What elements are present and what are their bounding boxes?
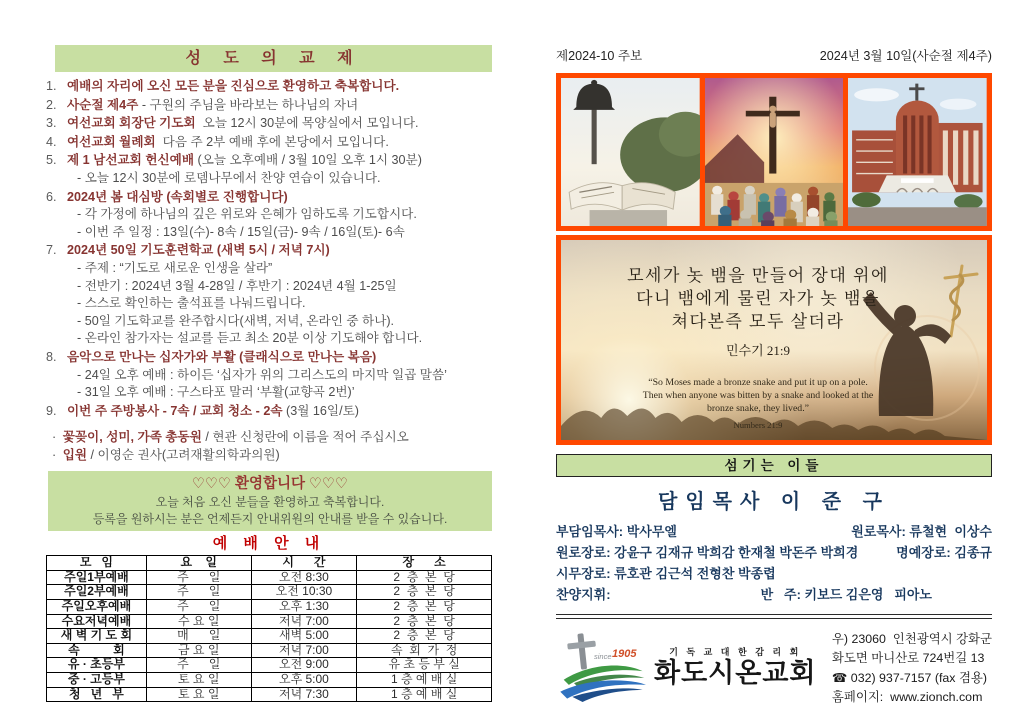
bulletin-issue-number: 제2024-10 주보 bbox=[556, 49, 643, 63]
worship-row bbox=[47, 658, 492, 673]
photo-crucifixion-painting bbox=[705, 78, 844, 226]
worship-cell: 속 회 가 정 bbox=[357, 643, 492, 658]
verse-en-line1: “So Moses made a bronze snake and put it up on a pole. bbox=[648, 377, 868, 388]
item-subline: - 50일 기도학교를 완주합시다(새벽, 저녁, 온라인 중 하나). bbox=[77, 313, 395, 328]
church-footer bbox=[556, 630, 992, 708]
item-headline bbox=[67, 115, 492, 133]
verse-kr-line2: 다니 뱀에게 물린 자가 놋 뱀을 bbox=[636, 289, 880, 308]
worship-cell: 오전 9:00 bbox=[251, 658, 357, 673]
worship-cell: 토 요 일 bbox=[146, 673, 251, 688]
item-headline bbox=[67, 134, 492, 152]
denomination-label: 기 독 교 대 한 감 리 회 bbox=[669, 646, 802, 657]
worship-cell: 1 층 예 배 실 bbox=[357, 673, 492, 688]
servant-roles bbox=[556, 521, 992, 605]
worship-cell: 수요저녁예배 bbox=[47, 614, 147, 629]
worship-row bbox=[47, 570, 492, 585]
role-left: 원로장로: 강윤구 김재규 박희감 한재철 박돈주 박희경 bbox=[556, 545, 859, 560]
worship-cell: 저녁 7:30 bbox=[251, 687, 357, 702]
worship-row bbox=[47, 614, 492, 629]
item-number: 3. bbox=[46, 116, 57, 131]
worship-cell: 오후 5:00 bbox=[251, 673, 357, 688]
role-left: 부담임목사: 박사무엘 bbox=[556, 524, 677, 539]
worship-cell: 유 초 등 부 실 bbox=[357, 658, 492, 673]
divider-double-rule bbox=[556, 614, 992, 619]
servant-role-row bbox=[556, 563, 992, 584]
church-logo bbox=[556, 630, 817, 702]
item-number: 6. bbox=[46, 189, 57, 204]
welcome-line-2: 등록을 원하시는 분은 언제든지 안내위원의 안내를 받을 수 있습니다. bbox=[92, 511, 448, 526]
worship-cell: 매 일 bbox=[146, 629, 251, 644]
worship-cell: 새 벽 기 도 회 bbox=[47, 629, 147, 644]
servant-role-row bbox=[556, 542, 992, 563]
church-address bbox=[832, 630, 992, 708]
bullet-marker: · bbox=[52, 430, 60, 445]
church-building-image bbox=[848, 78, 987, 226]
item-text bbox=[67, 189, 492, 242]
worship-guide-title: 예 배 안 내 bbox=[212, 535, 326, 553]
welcome-title: ♡♡♡ 환영합니다 ♡♡♡ bbox=[191, 476, 349, 493]
worship-cell: 2 층 본 당 bbox=[357, 600, 492, 615]
item-bold: 사순절 제4주 bbox=[67, 97, 139, 112]
worship-row bbox=[47, 687, 492, 702]
item-subline: - 오늘 12시 30분에 로뎀나무에서 찬양 연습이 있습니다. bbox=[77, 170, 381, 185]
logo-text bbox=[654, 645, 817, 688]
worship-cell: 오전 10:30 bbox=[251, 585, 357, 600]
item-subline: - 각 가정에 하나님의 깊은 위로와 은혜가 임하도록 기도합시다. bbox=[77, 207, 417, 222]
servant-role-row bbox=[556, 521, 992, 542]
item-rest: (3월 16일/토) bbox=[282, 403, 359, 418]
role-right: 반 주: 키보드 김은영 피아노 bbox=[760, 587, 932, 602]
item-bold: 2024년 봄 대심방 (속회별로 진행합니다) bbox=[67, 189, 288, 204]
worship-cell: 2 층 본 당 bbox=[357, 614, 492, 629]
item-rest: 오늘 12시 30분에 목양실에서 모입니다. bbox=[195, 116, 419, 131]
item-number: 9. bbox=[46, 403, 57, 418]
verse-en bbox=[575, 376, 941, 415]
worship-cell: 새벽 5:00 bbox=[251, 629, 357, 644]
item-number: 8. bbox=[46, 349, 57, 364]
item-number: 2. bbox=[46, 97, 57, 112]
item-text bbox=[67, 242, 492, 348]
announcement-item bbox=[46, 134, 492, 152]
address-line-4[interactable]: 홈페이지: www.zionch.com bbox=[831, 690, 983, 705]
photo-strip bbox=[556, 73, 992, 231]
worship-cell: 오후 1:30 bbox=[251, 600, 357, 615]
worship-header-cell: 요 일 bbox=[146, 556, 251, 571]
item-number: 7. bbox=[46, 243, 57, 258]
address-line-1: 우) 23060 인천광역시 강화군 bbox=[831, 632, 992, 646]
role-left: 찬양지휘: bbox=[556, 587, 611, 602]
verse-text bbox=[561, 240, 987, 430]
verse-kr-line3: 쳐다본즉 모두 살더라 bbox=[671, 312, 845, 331]
worship-header-cell: 장 소 bbox=[357, 556, 492, 571]
item-bold: 이번 주 주방봉사 - 7속 / 교회 청소 - 2속 bbox=[67, 403, 283, 418]
item-bold: 여선교회 월례회 bbox=[67, 134, 156, 149]
announcement-item bbox=[46, 78, 492, 96]
worship-table bbox=[46, 555, 492, 702]
worship-cell: 주일1부예배 bbox=[47, 570, 147, 585]
worship-cell: 저녁 7:00 bbox=[251, 643, 357, 658]
worship-row bbox=[47, 629, 492, 644]
senior-pastor: 담임목사 이 준 구 bbox=[658, 491, 890, 513]
worship-cell: 주 일 bbox=[146, 658, 251, 673]
bullet-rest: / 이영순 권사(고려재활의학과의원) bbox=[87, 448, 280, 463]
page-left bbox=[46, 45, 492, 702]
item-number: 1. bbox=[46, 79, 57, 93]
bullet-bold: 입원 bbox=[62, 448, 88, 463]
servants-section-title: 섬기는 이들 bbox=[556, 454, 992, 477]
worship-cell: 저녁 7:00 bbox=[251, 614, 357, 629]
bullet-item bbox=[46, 446, 492, 464]
item-rest: (오늘 오후예배 / 3월 10일 오후 1시 30분) bbox=[194, 153, 422, 168]
worship-header-cell: 모 임 bbox=[47, 556, 147, 571]
item-bold: 2024년 50일 기도훈련학교 (새벽 5시 / 저녁 7시) bbox=[67, 243, 330, 258]
item-headline bbox=[67, 242, 492, 260]
bullet-marker: · bbox=[52, 448, 60, 463]
worship-cell: 주 일 bbox=[146, 570, 251, 585]
worship-cell: 주일오후예배 bbox=[47, 600, 147, 615]
item-subline: - 31일 오후 예배 : 구스타포 말러 ‘부활(교향곡 2번)’ bbox=[77, 385, 355, 400]
bullet-rest: / 현관 신청란에 이름을 적어 주십시오 bbox=[201, 430, 409, 445]
page-right bbox=[556, 45, 992, 708]
worship-row bbox=[47, 600, 492, 615]
item-rest: - 구원의 주님을 바라보는 하나님의 자녀 bbox=[138, 97, 359, 112]
item-headline bbox=[67, 78, 492, 96]
item-subline: - 전반기 : 2024년 3월 4-28일 / 후반기 : 2024년 4월 1-25일 bbox=[77, 278, 397, 293]
item-headline bbox=[67, 97, 492, 115]
worship-cell: 유 · 초등부 bbox=[47, 658, 147, 673]
bullet-bold: 꽃꽂이, 성미, 가족 총동원 bbox=[62, 430, 202, 445]
worship-cell: 오전 8:30 bbox=[251, 570, 357, 585]
worship-row bbox=[47, 673, 492, 688]
worship-row bbox=[47, 643, 492, 658]
logo-year-label: 1905 bbox=[612, 648, 637, 660]
worship-cell: 2 층 본 당 bbox=[357, 629, 492, 644]
worship-cell: 토 요 일 bbox=[146, 687, 251, 702]
announcement-item bbox=[46, 349, 492, 402]
address-line-2: 화도면 마니산로 724번길 13 bbox=[831, 651, 985, 666]
item-headline bbox=[67, 403, 492, 421]
worship-cell: 금 요 일 bbox=[146, 643, 251, 658]
logo-since-label: since bbox=[594, 652, 612, 661]
item-subline: - 온라인 참가자는 설교를 듣고 최소 20분 이상 기도해야 합니다. bbox=[77, 331, 423, 346]
item-subline: - 24일 오후 예배 : 하이든 ‘십자가 위의 그리스도의 마지막 일곱 말씀’ bbox=[77, 367, 447, 382]
item-subline: - 스스로 확인하는 출석표를 나눠드립니다. bbox=[77, 296, 306, 311]
item-subline: - 주제 : “기도로 새로운 인생을 살라” bbox=[77, 260, 273, 275]
role-right: 원로목사: 류철현 이상수 bbox=[851, 524, 992, 539]
item-headline bbox=[67, 189, 492, 207]
photo-church-building bbox=[848, 78, 987, 226]
bullet-list bbox=[46, 428, 492, 464]
bulletin-header bbox=[556, 45, 992, 64]
cross-wave-logo-icon bbox=[556, 630, 652, 702]
item-text bbox=[67, 152, 492, 187]
servant-role-row bbox=[556, 584, 992, 605]
verse-kr-line1: 모세가 놋 뱀을 만들어 장대 위에 bbox=[627, 266, 889, 285]
announcement-list bbox=[46, 78, 492, 420]
welcome-box bbox=[48, 471, 492, 531]
item-number: 5. bbox=[46, 153, 57, 168]
item-headline bbox=[67, 349, 492, 367]
verse-en-line3: bronze snake, they lived.” bbox=[706, 403, 809, 414]
item-subline: - 이번 주 일정 : 13일(수)- 8속 / 15일(금)- 9속 / 16일(토)- 6속 bbox=[77, 224, 405, 239]
verse-image bbox=[556, 235, 992, 445]
role-left: 시무장로: 류호관 김근석 전형찬 박종렵 bbox=[556, 566, 776, 581]
bullet-item bbox=[46, 428, 492, 446]
role-right: 명예장로: 김종규 bbox=[896, 545, 992, 560]
worship-table-head bbox=[47, 556, 492, 571]
item-text bbox=[67, 115, 492, 133]
bell-monument-image bbox=[561, 78, 700, 226]
announcement-item bbox=[46, 189, 492, 242]
worship-cell: 2 층 본 당 bbox=[357, 585, 492, 600]
welcome-line-1: 오늘 처음 오신 분들을 환영하고 축복합니다. bbox=[155, 495, 385, 510]
item-text bbox=[67, 97, 492, 115]
worship-cell: 주일2부예배 bbox=[47, 585, 147, 600]
item-headline bbox=[67, 152, 492, 170]
worship-cell: 2 층 본 당 bbox=[357, 570, 492, 585]
item-bold: 제 1 남선교회 헌신예배 bbox=[67, 153, 194, 168]
crucifixion-image bbox=[705, 78, 844, 226]
worship-header-cell: 시 간 bbox=[251, 556, 357, 571]
worship-row bbox=[47, 585, 492, 600]
verse-reference-en: Numbers 21:9 bbox=[733, 420, 783, 430]
item-rest: 다음 주 2부 예배 후에 본당에서 모입니다. bbox=[155, 134, 389, 149]
worship-cell: 수 요 일 bbox=[146, 614, 251, 629]
verse-en-line2: Then when anyone was bitten by a snake and looked at the bbox=[642, 390, 874, 401]
item-bold: 여선교회 회장단 기도회 bbox=[67, 116, 196, 131]
worship-cell: 중 · 고등부 bbox=[47, 673, 147, 688]
worship-cell: 청 년 부 bbox=[47, 687, 147, 702]
item-bold: 음악으로 만나는 십자가와 부활 (클래식으로 만나는 복음) bbox=[67, 349, 377, 364]
announcement-item bbox=[46, 242, 492, 348]
worship-table-body bbox=[47, 570, 492, 701]
worship-cell: 1 층 예 배 실 bbox=[357, 687, 492, 702]
section-title-fellowship: 성 도 의 교 제 bbox=[55, 45, 492, 72]
bulletin-date: 2024년 3월 10일(사순절 제4주) bbox=[819, 49, 992, 63]
worship-cell: 속 회 bbox=[47, 643, 147, 658]
announcement-item bbox=[46, 403, 492, 421]
announcement-item bbox=[46, 115, 492, 133]
item-text bbox=[67, 134, 492, 152]
church-name: 화도시온교회 bbox=[654, 657, 817, 688]
worship-header-row bbox=[47, 556, 492, 571]
item-bold: 예배의 자리에 오신 모든 분을 진심으로 환영하고 축복합니다. bbox=[67, 79, 400, 93]
item-number: 4. bbox=[46, 134, 57, 149]
item-text bbox=[67, 78, 492, 96]
photo-bell-monument bbox=[561, 78, 700, 226]
item-text bbox=[67, 349, 492, 402]
verse-reference-kr: 민수기 21:9 bbox=[725, 343, 791, 358]
address-line-3: ☎ 032) 937-7157 (fax 겸용) bbox=[831, 670, 988, 685]
announcement-item bbox=[46, 152, 492, 187]
worship-cell: 주 일 bbox=[146, 585, 251, 600]
item-text bbox=[67, 403, 492, 421]
worship-cell: 주 일 bbox=[146, 600, 251, 615]
announcement-item bbox=[46, 97, 492, 115]
